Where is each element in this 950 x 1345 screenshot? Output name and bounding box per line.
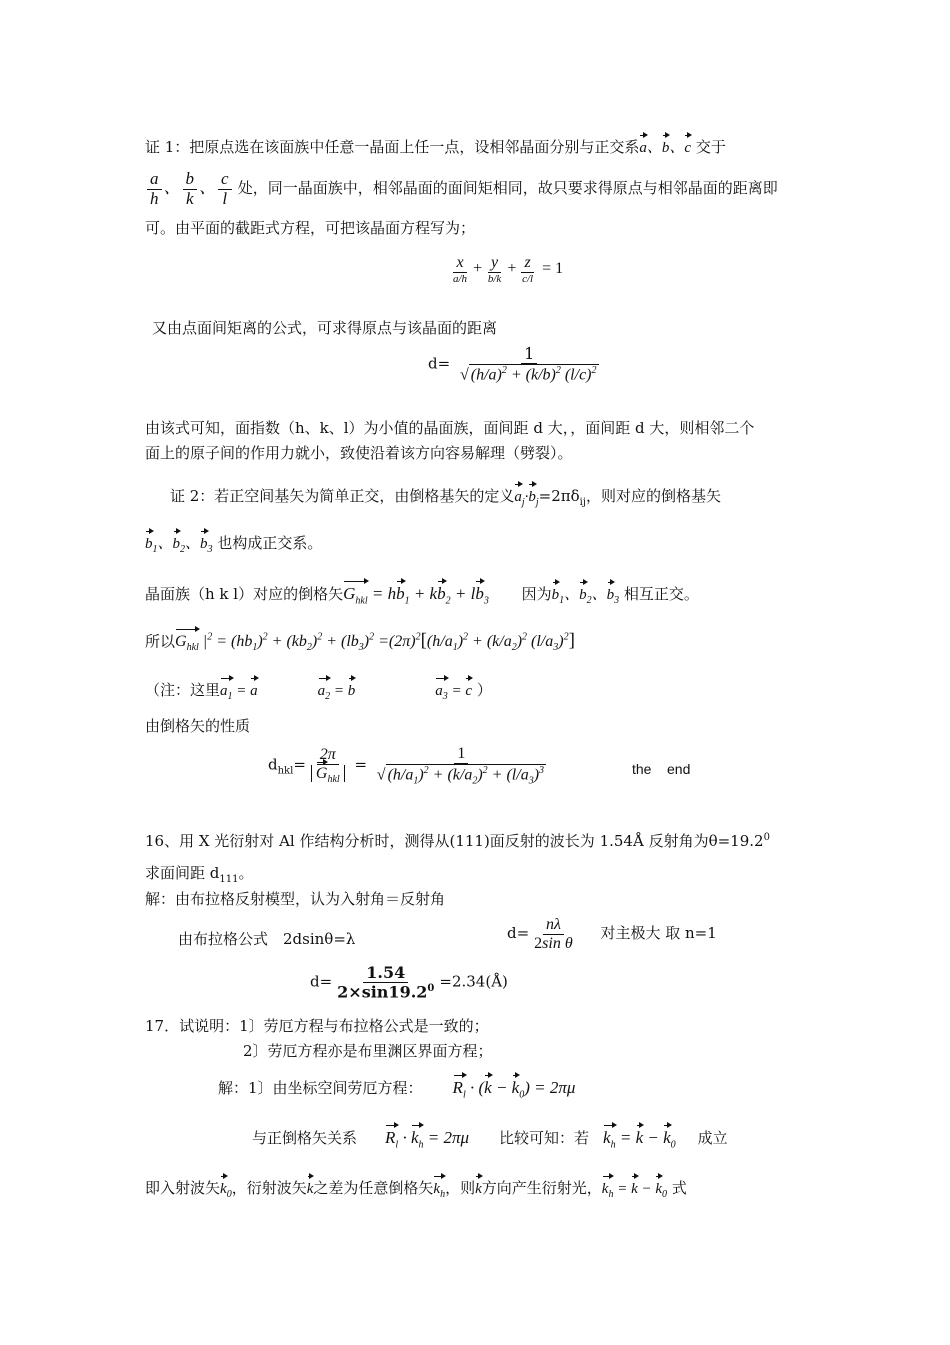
q16-line4: 由布拉格公式 2dsinθ=λ xyxy=(178,930,356,948)
proof1-line3: 可。由平面的截距式方程，可把该晶面方程写为； xyxy=(145,219,476,237)
proof2-line5: 由倒格矢的性质 xyxy=(145,717,251,735)
text: d= xyxy=(507,924,530,943)
q17-line3 xyxy=(218,1078,575,1105)
proof2-note xyxy=(145,680,492,707)
text: 方向产生衍射光， xyxy=(481,1179,602,1197)
q16-line3: 解：由布拉格反射模型，认为入射角＝反射角 xyxy=(145,890,446,908)
d-label: d= xyxy=(428,354,451,373)
text: 之差为任意倒格矢 xyxy=(313,1179,434,1197)
q17-line1: 17．试说明：1〕劳厄方程与布拉格公式是一致的； xyxy=(145,1017,489,1035)
text: 求面间距 d xyxy=(145,864,220,882)
distance-formula: d= $\frac{1}{√ (h/a)^2 + (k/b)^2 (l/c)^2}$ xyxy=(428,344,597,383)
text: ，则 xyxy=(445,1179,476,1197)
text: 交于 xyxy=(695,138,726,156)
k0-vector: $k_0$ xyxy=(220,1181,232,1200)
ghkl-squared-formula: $G_{hkl}$ $|^2 = (hb_1)^2 + (kb_2)^2 + (lb_3)^2 =(2\pi)^2[(h/a_1)^2 + (k/a_2)^2$ $(l/a_3)^2$] xyxy=(175,633,575,650)
text: 晶面族（h k l）对应的倒格矢 xyxy=(145,585,344,603)
proof1-line1 xyxy=(145,137,726,158)
text: d xyxy=(268,755,278,774)
text: （注：这里 xyxy=(145,681,221,699)
kh-equation: $k_h = k - k_0$ xyxy=(602,1181,667,1197)
q17-line2: 2〕劳厄方程亦是布里渊区界面方程； xyxy=(243,1042,493,1060)
text: ，则对应的倒格基矢 xyxy=(585,487,721,505)
text: 相互正交。 xyxy=(623,585,699,603)
proof1-line5: 由该式可知，面指数（h、k、l）为小值的晶面族，面间距 d 大，，面间距 d 大，则相邻二个 xyxy=(145,419,755,437)
text: 即入射波矢 xyxy=(145,1179,221,1197)
dhkl-formula: $d_{hkl}=$ $\frac{2\pi}{G_{hkl}}$ = $\frac{1}{√ (h/a_1)^2 + (k/a_2)^2 + (l/a_3)^3}$ xyxy=(268,745,545,787)
text: =2πδ xyxy=(538,487,580,505)
the-end: the end xyxy=(632,761,691,777)
bragg-d-formula: d= $\frac{n\lambda}{\text{2sin θ}}$ 对主极大 取 n=1 xyxy=(507,916,717,952)
k-vector: k xyxy=(306,1181,314,1197)
note-formula: $a_1 = a$ $a_2 = b$ $a_3 = c$ xyxy=(220,683,472,699)
text: 解：1〕由坐标空间劳厄方程： xyxy=(218,1079,423,1097)
text: ，衍射波矢 xyxy=(231,1179,307,1197)
text: 0 xyxy=(763,832,770,843)
bragg-calc: d= $\frac{1.54}{2\times\sin 19.2^0}$ =2.34(Å) xyxy=(310,963,508,1001)
text: 证 1：把原点选在该面族中任意一晶面上任一点，设相邻晶面分别与正交系 xyxy=(145,138,640,156)
proof2-line4 xyxy=(145,628,575,659)
q16-line2 xyxy=(145,863,253,890)
text: ij xyxy=(579,497,586,508)
laue-equation: $R_l \cdot (k - k_0) = 2\pi\mu$ xyxy=(453,1078,576,1097)
intercepts-formula: $\frac{a}{h}$ 、 $\frac{b}{k}$ 、 $\frac{c}{l}$ xyxy=(145,178,238,197)
q17-line4 xyxy=(252,1128,728,1155)
proof2-line3 xyxy=(145,584,699,611)
proof1-line6: 面上的原子间的作用力就小，致使沿着该方向容易解理（劈裂）。 xyxy=(145,444,573,462)
dot-product-formula: $a_j\cdot b_j$ xyxy=(514,489,539,508)
vector-abc: a、b、c xyxy=(639,140,692,156)
text: 1.54 xyxy=(363,964,408,983)
kh-vector: $k_h$ xyxy=(433,1181,445,1197)
text: 对主极大 取 n=1 xyxy=(600,924,717,943)
text: 比较可知：若 xyxy=(499,1129,590,1147)
reciprocal-basis: $b_1$、$b_2$、$b_3$ xyxy=(145,536,213,555)
text: 证 2：若正空间基矢为简单正交，由倒格基矢的定义 xyxy=(170,487,515,505)
text: 处，同一晶面族中，相邻晶面的面间矩相同，故只要求得原点与相邻晶面的距离即 xyxy=(237,179,778,197)
proof1-line2 xyxy=(145,166,778,210)
text: 因为 xyxy=(521,585,552,603)
proof2-line1 xyxy=(170,486,721,513)
text: =2.34(Å) xyxy=(439,972,508,991)
ghkl-formula: $G_{hkl} = hb_1 + kb_2 + lb_3$ xyxy=(343,584,489,603)
proof1-line4: 又由点面间矩离的公式，可求得原点与该晶面的距离 xyxy=(152,319,498,337)
text: hkl xyxy=(277,765,294,777)
text: 16、用 X 光衍射对 Al 作结构分析时，测得从(111)面反射的波长为 1.54Å 反射角为θ=19.2 xyxy=(145,832,764,850)
text: 。 xyxy=(238,864,254,882)
text: 式 xyxy=(671,1179,687,1197)
q16-line1 xyxy=(145,828,770,851)
text: ） xyxy=(476,681,492,699)
proof2-line2 xyxy=(145,533,322,560)
reciprocal-relation: $R_l \cdot k_h = 2\pi\mu$ xyxy=(385,1128,469,1147)
basis-vectors: $b_1$、$b_2$、$b_3$ xyxy=(551,587,620,606)
q17-line5 xyxy=(145,1178,687,1205)
text: 所以 xyxy=(145,632,176,651)
text: 成立 xyxy=(697,1129,728,1147)
kh-condition: $k_h = k - k_0$ xyxy=(603,1128,676,1147)
plane-equation: $\frac{x}{a/h}$ + $\frac{y}{b/k}$ + $\frac{z}{c/l}$ = 1 xyxy=(453,254,564,285)
k-vector: k xyxy=(475,1181,482,1197)
text: 也构成正交系。 xyxy=(217,534,323,552)
text: 与正倒格矢关系 xyxy=(252,1129,358,1147)
text: d= xyxy=(310,972,333,991)
text: 111 xyxy=(219,874,239,885)
